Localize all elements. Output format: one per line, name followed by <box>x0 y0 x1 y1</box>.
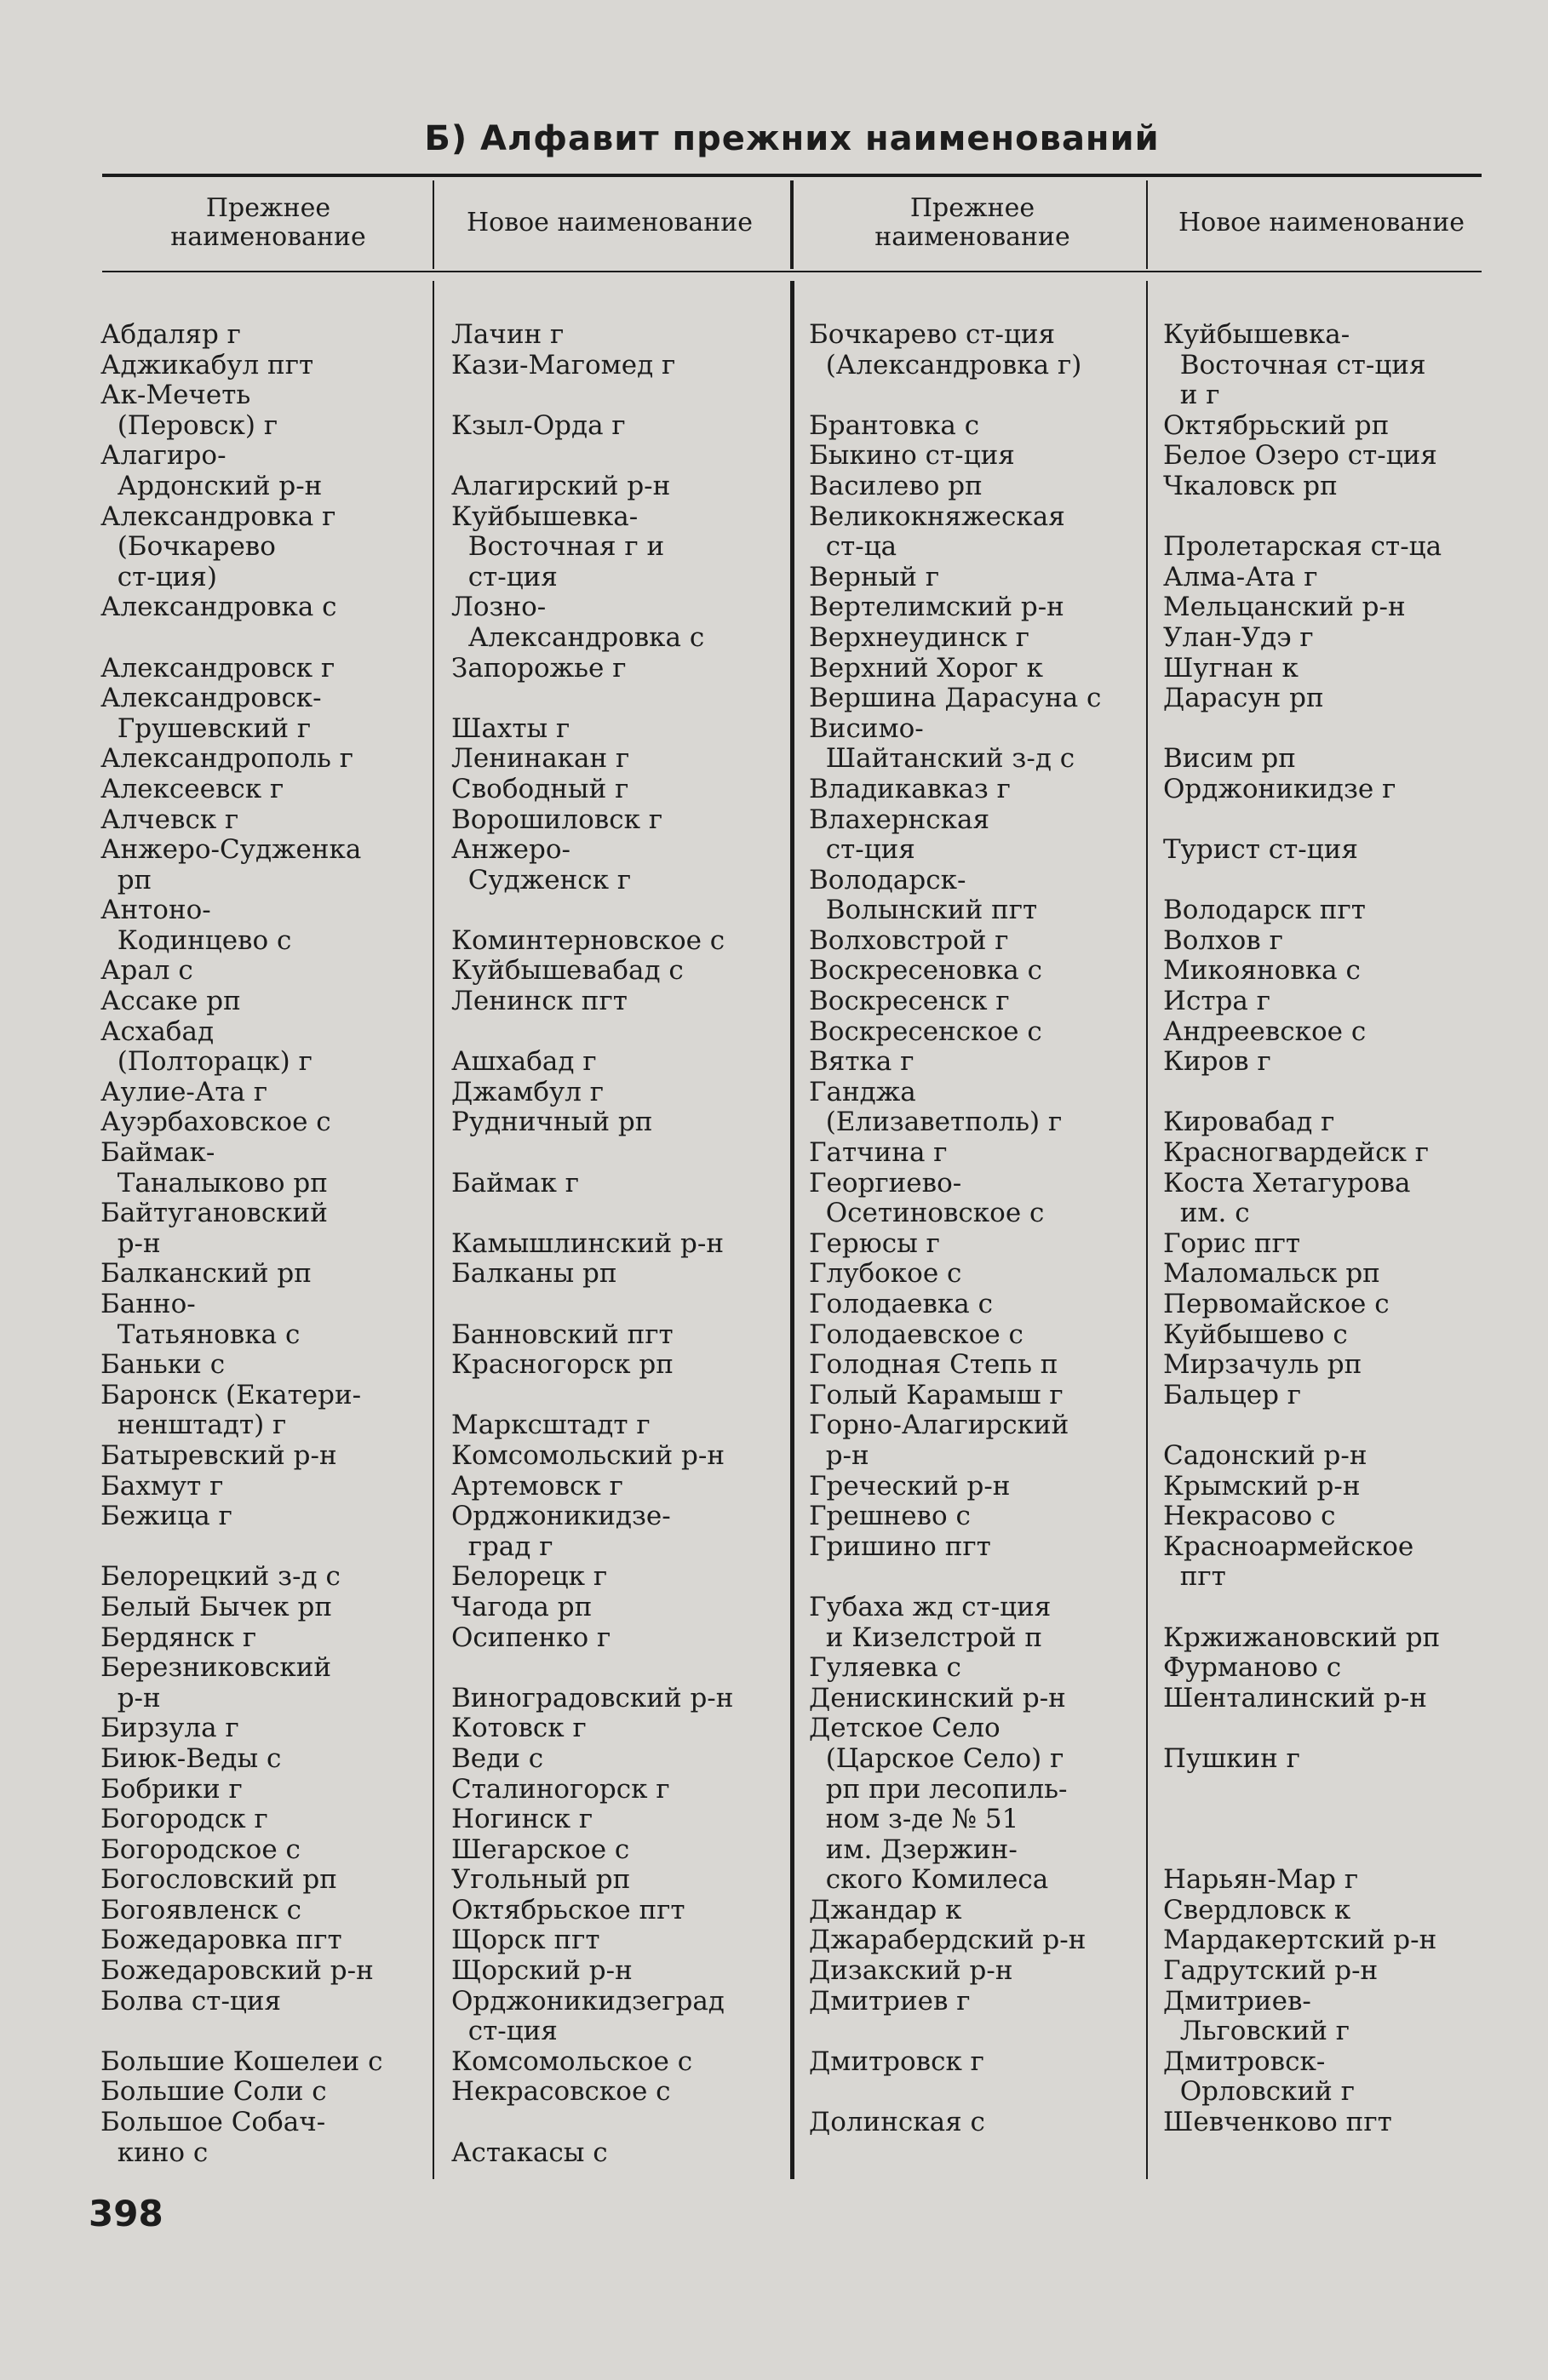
list-item: Рудничный рп <box>451 1107 653 1138</box>
list-item <box>100 1532 428 1563</box>
list-item <box>451 1017 788 1048</box>
list-item: Волховстрой г <box>809 924 1009 956</box>
list-item: Ворошиловск г <box>451 804 663 835</box>
list-item <box>1163 1775 1504 1805</box>
list-item: Герюсы г <box>809 1227 940 1259</box>
list-item: Бирзула г <box>100 1713 239 1744</box>
list-item: Дарасун рп <box>1163 683 1324 714</box>
list-item: Чкаловск рп <box>1163 470 1338 501</box>
list-item: Восточная г и <box>451 531 665 563</box>
list-item: Запорожье г <box>451 652 627 684</box>
list-item: Волхов г <box>1163 924 1283 956</box>
list-item: Чагода рп <box>451 1591 593 1622</box>
list-item: Алчевск г <box>100 804 239 835</box>
list-item: Александровск г <box>100 652 335 684</box>
list-item: Ауэрбаховское с <box>100 1107 331 1138</box>
list-item: Шахты г <box>451 712 570 744</box>
list-item: Таналыково рп <box>100 1167 328 1199</box>
list-item: (Александровка г) <box>809 349 1082 380</box>
list-item <box>451 684 788 714</box>
list-item: Куйбышевка- <box>451 501 639 532</box>
list-item <box>1163 1835 1504 1866</box>
list-item: Коминтерновское с <box>451 924 725 956</box>
list-item: Красноармейское <box>1163 1530 1414 1562</box>
list-item: Батыревский р-н <box>100 1439 337 1471</box>
list-item: Белый Бычек рп <box>100 1591 333 1622</box>
list-item: Баньки с <box>100 1349 226 1381</box>
list-item: Комсомольский р-н <box>451 1439 725 1471</box>
list-item: р-н <box>809 1439 869 1471</box>
list-item: Богоявленск с <box>100 1894 302 1925</box>
list-item: Бочкарево ст-ция <box>809 319 1056 350</box>
list-item: Угольный рп <box>451 1864 631 1896</box>
list-item: Баронск (Екатери- <box>100 1379 362 1410</box>
list-item: Бобрики г <box>100 1773 243 1805</box>
list-item: Джандар к <box>809 1894 962 1925</box>
list-item: Бальцер г <box>1163 1379 1302 1410</box>
list-item: Алексеевск г <box>100 773 284 804</box>
list-item: Алма-Ата г <box>1163 561 1318 592</box>
list-item: Ардонский р-н <box>100 470 323 501</box>
list-item: Володарск- <box>809 864 966 895</box>
list-item: Байтугановский <box>100 1198 328 1229</box>
list-item: Шенталинский р-н <box>1163 1682 1427 1713</box>
list-item: Гришино пгт <box>809 1530 991 1562</box>
list-item: Кзыл-Орда г <box>451 409 626 441</box>
list-item <box>451 441 788 472</box>
list-item <box>1163 1593 1504 1623</box>
list-item: Голодаевское с <box>809 1319 1023 1350</box>
list-item: ст-ция <box>451 561 558 592</box>
list-item: Сталиногорск г <box>451 1773 670 1805</box>
list-item: Горно-Алагирский <box>809 1410 1069 1441</box>
list-item <box>1163 1805 1504 1835</box>
list-item: Улан-Удэ г <box>1163 621 1314 653</box>
list-item: Влахернская <box>809 804 990 835</box>
list-item: Вятка г <box>809 1046 914 1078</box>
list-item: Алагиро- <box>100 440 226 472</box>
list-item: (Бочкарево <box>100 531 276 563</box>
list-item: (Полторацк) г <box>100 1046 312 1078</box>
list-item: Алагирский р-н <box>451 470 671 501</box>
list-item: Грешнево с <box>809 1501 971 1532</box>
list-item: Белорецкий з-д с <box>100 1561 341 1593</box>
list-item: Пушкин г <box>1163 1742 1300 1774</box>
list-item: Шайтанский з-д с <box>809 743 1075 775</box>
list-item: Кодинцево с <box>100 924 292 956</box>
list-item <box>451 380 788 411</box>
list-item: Богословский рп <box>100 1864 337 1896</box>
list-item: Красногвардейск г <box>1163 1137 1429 1169</box>
list-item: р-н <box>100 1227 161 1259</box>
list-item: Воскресеновка с <box>809 955 1042 987</box>
list-item: Некрасовское с <box>451 2076 671 2108</box>
list-item: Антоно- <box>100 895 211 926</box>
header-old-name-2: Прежнее наименование <box>874 193 1070 252</box>
list-item: Дмитриев- <box>1163 1985 1311 2017</box>
list-item: Крымский р-н <box>1163 1470 1361 1502</box>
list-item: Шегарское с <box>451 1834 630 1865</box>
list-item: Свердловск к <box>1163 1894 1351 1925</box>
list-item: Свободный г <box>451 773 629 804</box>
list-item: Александровск- <box>100 683 322 714</box>
list-item: Голодаевка с <box>809 1289 993 1319</box>
list-item <box>451 1138 788 1169</box>
list-item: Арал с <box>100 955 193 987</box>
column-new-names-1 <box>451 320 788 2168</box>
list-item: Фурманово с <box>1163 1652 1342 1684</box>
header-bottom-rule <box>102 271 1482 272</box>
list-item: Октябрьское пгт <box>451 1894 685 1925</box>
list-item: Орджоникидзе г <box>1163 773 1396 804</box>
list-item <box>451 895 788 926</box>
column-divider-3-header <box>1146 180 1148 269</box>
list-item: Божедаровский р-н <box>100 1955 374 1987</box>
list-item: Балканский рп <box>100 1258 312 1290</box>
list-item: Щорский р-н <box>451 1955 633 1987</box>
list-item: Дизакский р-н <box>809 1955 1013 1987</box>
list-item: Асхабад <box>100 1016 215 1047</box>
list-item <box>451 1381 788 1411</box>
list-item: Гадрутский р-н <box>1163 1955 1379 1987</box>
list-item: Денискинский р-н <box>809 1682 1066 1713</box>
list-item: Воскресенское с <box>809 1016 1042 1047</box>
list-item: Белорецк г <box>451 1561 608 1593</box>
list-item: Ленинск пгт <box>451 986 628 1017</box>
list-item: Белое Озеро ст-ция <box>1163 440 1437 472</box>
list-item: Мельцанский р-н <box>1163 592 1406 623</box>
list-item: Мирзачуль рп <box>1163 1349 1362 1381</box>
list-item: Голодная Степь п <box>809 1349 1058 1381</box>
list-item: ст-ция) <box>100 561 217 592</box>
list-item: Красногорск рп <box>451 1349 674 1381</box>
list-item: ст-ция <box>451 2016 558 2047</box>
list-item: им. с <box>1163 1198 1250 1229</box>
list-item: Дмитровск г <box>809 2045 984 2077</box>
list-item <box>1163 502 1504 533</box>
list-item: Садонский р-н <box>1163 1439 1367 1471</box>
list-item <box>1163 1410 1504 1441</box>
list-item: Верхнеудинск г <box>809 621 1029 653</box>
list-item: Владикавказ г <box>809 773 1011 804</box>
list-item: Биюк-Веды с <box>100 1742 282 1774</box>
list-item <box>451 1653 788 1684</box>
list-item: Комсомольское с <box>451 2045 693 2077</box>
list-item <box>451 2108 788 2138</box>
column-divider-1 <box>433 281 434 2179</box>
list-item: Аджикабул пгт <box>100 349 314 380</box>
list-item: Восточная ст-ция <box>1163 349 1426 380</box>
list-item: (Царское Село) г <box>809 1742 1064 1774</box>
list-item <box>809 1562 1145 1593</box>
list-item: Большие Соли с <box>100 2076 327 2108</box>
list-item: Льговский г <box>1163 2016 1350 2047</box>
list-item: Банновский пгт <box>451 1319 674 1350</box>
list-item: Аулие-Ата г <box>100 1076 268 1107</box>
list-item: Мардакертский р-н <box>1163 1925 1437 1956</box>
list-item: Долинская с <box>809 2107 985 2138</box>
list-item: (Перовск) г <box>100 409 278 441</box>
list-item: Большое Собач- <box>100 2107 326 2138</box>
list-item: Бежица г <box>100 1501 232 1532</box>
list-item: Куйбышево с <box>1163 1319 1348 1350</box>
list-item: Березниковский <box>100 1652 332 1684</box>
list-item: ненштадт) г <box>100 1410 287 1441</box>
list-item: Висим рп <box>1163 743 1296 775</box>
list-item: Нарьян-Мар г <box>1163 1864 1359 1896</box>
list-item <box>1163 714 1504 745</box>
list-item: Кази-Магомед г <box>451 349 676 380</box>
list-item: Висимо- <box>809 712 924 744</box>
column-old-names-2 <box>809 320 1145 2138</box>
list-item: Баймак- <box>100 1137 215 1169</box>
list-item: Александровка г <box>100 501 336 532</box>
list-item: Веди с <box>451 1742 544 1774</box>
list-item <box>1163 866 1504 896</box>
page-title: Б) Алфавит прежних наименований <box>424 119 1160 158</box>
list-item: Турист ст-ция <box>1163 834 1358 866</box>
list-item: Дмитровск- <box>1163 2045 1326 2077</box>
list-item: Грушевский г <box>100 712 312 744</box>
list-item: рп <box>100 864 152 895</box>
list-item: Ассаке рп <box>100 986 241 1017</box>
list-item <box>1163 1713 1504 1744</box>
list-item: Орджоникидзе- <box>451 1501 671 1532</box>
list-item: им. Дзержин- <box>809 1834 1018 1865</box>
list-item: Октябрьский рп <box>1163 409 1390 441</box>
column-divider-1-header <box>433 180 434 269</box>
list-item: Анжеро- <box>451 834 570 866</box>
header-old-name-1: Прежнее наименование <box>170 193 366 252</box>
column-divider-3 <box>1146 281 1148 2179</box>
list-item: Марксштадт г <box>451 1410 651 1441</box>
list-item <box>1163 1078 1504 1108</box>
list-item: Шугнан к <box>1163 652 1299 684</box>
list-item: Котовск г <box>451 1713 587 1744</box>
list-item: р-н <box>100 1682 161 1713</box>
list-item: Ак-Мечеть <box>100 380 251 411</box>
list-item: Джамбул г <box>451 1076 605 1107</box>
list-item: Болва ст-ция <box>100 1985 282 2017</box>
list-item: пгт <box>1163 1561 1226 1593</box>
list-item: Дмитриев г <box>809 1985 971 2017</box>
list-item: Александровка с <box>100 592 337 623</box>
list-item: Маломальск рп <box>1163 1258 1380 1290</box>
list-item: Артемовск г <box>451 1470 623 1502</box>
list-item: Глубокое с <box>809 1258 962 1290</box>
list-item <box>809 2077 1145 2108</box>
list-item: Большие Кошелеи с <box>100 2045 383 2077</box>
list-item: Орловский г <box>1163 2076 1355 2108</box>
list-item: Ашхабад г <box>451 1046 597 1078</box>
list-item: Татьяновка с <box>100 1319 301 1350</box>
list-item: Губаха жд ст-ция <box>809 1591 1052 1622</box>
list-item: Куйбышевабад с <box>451 955 684 987</box>
list-item: Кировабад г <box>1163 1107 1335 1138</box>
list-item: Греческий р-н <box>809 1470 1011 1502</box>
list-item: Виноградовский р-н <box>451 1682 734 1713</box>
column-new-names-2 <box>1163 320 1504 2138</box>
list-item: Балканы рп <box>451 1258 617 1290</box>
list-item: Астакасы с <box>451 2137 608 2168</box>
list-item: Брантовка с <box>809 409 980 441</box>
column-divider-2-header <box>790 180 794 269</box>
list-item: Истра г <box>1163 986 1270 1017</box>
list-item: Орджоникидзеград <box>451 1985 725 2017</box>
list-item: Ногинск г <box>451 1804 593 1835</box>
list-item: кино с <box>100 2137 209 2168</box>
list-item: Осипенко г <box>451 1622 611 1653</box>
list-item: Судженск г <box>451 864 632 895</box>
list-item: Быкино ст-ция <box>809 440 1015 472</box>
column-divider-2 <box>790 281 794 2179</box>
list-item: Камышлинский р-н <box>451 1227 724 1259</box>
list-item: и Кизелстрой п <box>809 1622 1043 1653</box>
list-item: Богородск г <box>100 1804 268 1835</box>
list-item: Шевченково пгт <box>1163 2107 1392 2138</box>
list-item: Александровка с <box>451 621 705 653</box>
list-item: рп при лесопиль- <box>809 1773 1068 1805</box>
table-top-rule <box>102 174 1482 177</box>
list-item: Баймак г <box>451 1167 579 1199</box>
list-item: Воскресенск г <box>809 986 1010 1017</box>
list-item: Бердянск г <box>100 1622 257 1653</box>
header-new-name-1: Новое наименование <box>466 208 753 237</box>
list-item: Волынский пгт <box>809 895 1038 926</box>
list-item: Александрополь г <box>100 743 353 775</box>
list-item: Лозно- <box>451 592 547 623</box>
list-item <box>809 2017 1145 2047</box>
list-item: Бахмут г <box>100 1470 224 1502</box>
header-new-name-2: Новое наименование <box>1178 208 1465 237</box>
list-item <box>100 2017 428 2047</box>
list-item: ст-ция <box>809 834 915 866</box>
list-item: Ленинакан г <box>451 743 630 775</box>
list-item <box>1163 805 1504 836</box>
list-item: Верхний Хорог к <box>809 652 1044 684</box>
list-item: Гатчина г <box>809 1137 948 1169</box>
list-item: Гуляевка с <box>809 1652 961 1684</box>
page-number: 398 <box>89 2193 163 2234</box>
list-item: и г <box>1163 380 1220 411</box>
list-item: Первомайское с <box>1163 1289 1390 1319</box>
list-item: Некрасово с <box>1163 1501 1336 1532</box>
list-item: Лачин г <box>451 319 565 350</box>
list-item <box>809 380 1145 411</box>
list-item: Божедаровка пгт <box>100 1925 342 1956</box>
list-item: Коста Хетагурова <box>1163 1167 1411 1199</box>
list-item: Джарабердский р-н <box>809 1925 1086 1956</box>
list-item: град г <box>451 1530 553 1562</box>
list-item: Абдаляр г <box>100 319 241 350</box>
list-item: Андреевское с <box>1163 1016 1367 1047</box>
list-item: ст-ца <box>809 531 897 563</box>
list-item: Куйбышевка- <box>1163 319 1350 350</box>
column-old-names-1 <box>100 320 428 2168</box>
list-item: ского Комилеса <box>809 1864 1049 1896</box>
list-item: Василево рп <box>809 470 983 501</box>
list-item: Детское Село <box>809 1713 1000 1744</box>
list-item: Щорск пгт <box>451 1925 600 1956</box>
list-item: ном з-де № 51 <box>809 1804 1019 1835</box>
list-item: (Елизаветполь) г <box>809 1107 1063 1138</box>
list-item: Богородское с <box>100 1834 301 1865</box>
list-item: Киров г <box>1163 1046 1271 1078</box>
list-item: Голый Карамыш г <box>809 1379 1064 1410</box>
list-item: Ганджа <box>809 1076 916 1107</box>
list-item: Банно- <box>100 1289 196 1319</box>
list-item: Вертелимский р-н <box>809 592 1064 623</box>
list-item: Вершина Дарасуна с <box>809 683 1102 714</box>
list-item <box>100 623 428 654</box>
list-item: Георгиево- <box>809 1167 962 1199</box>
list-item: Микояновка с <box>1163 955 1361 987</box>
list-item: Кржижановский рп <box>1163 1622 1441 1653</box>
list-item: Анжеро-Судженка <box>100 834 362 866</box>
list-item: Великокняжеская <box>809 501 1065 532</box>
list-item: Володарск пгт <box>1163 895 1366 926</box>
list-item: Горис пгт <box>1163 1227 1300 1259</box>
list-item <box>451 1290 788 1320</box>
list-item: Пролетарская ст-ца <box>1163 531 1442 563</box>
list-item: Осетиновское с <box>809 1198 1045 1229</box>
list-item <box>451 1199 788 1229</box>
list-item: Верный г <box>809 561 940 592</box>
